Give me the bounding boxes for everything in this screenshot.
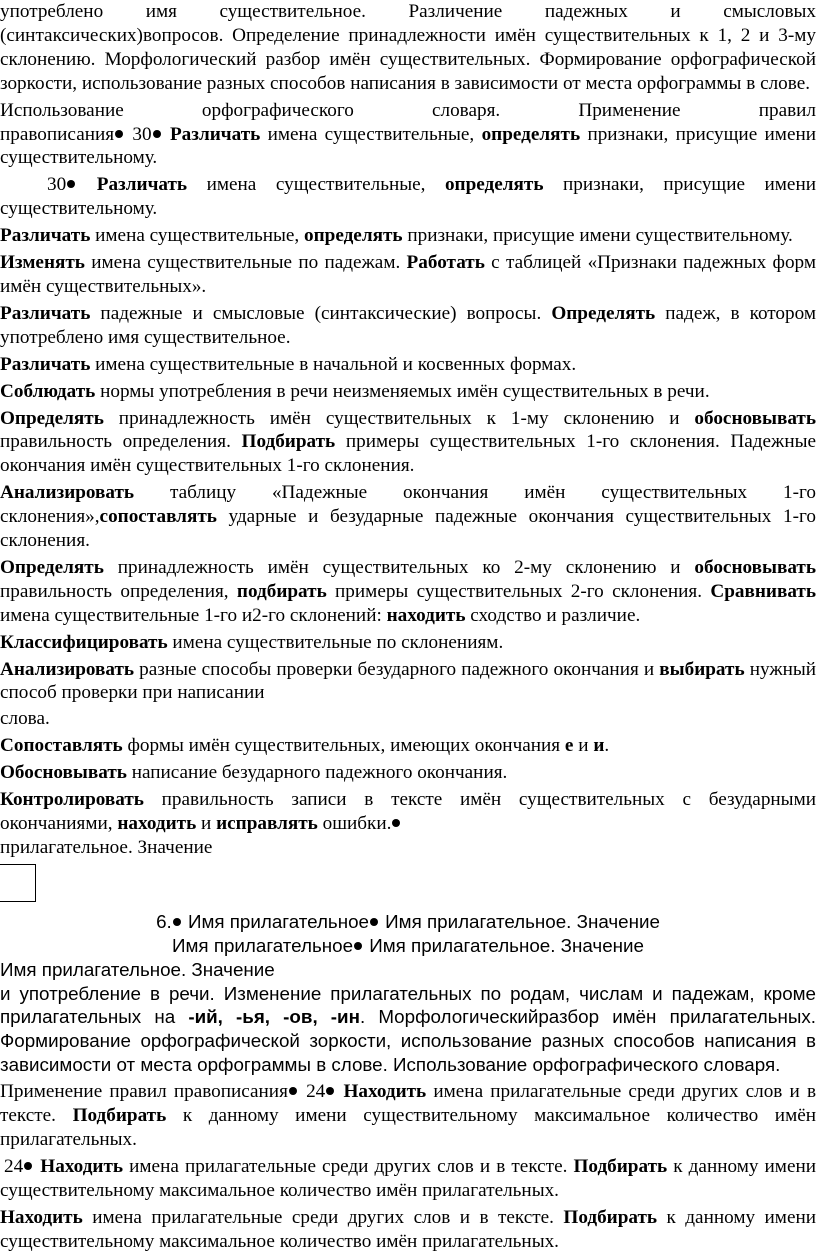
bullet-icon: [370, 918, 378, 926]
bullet-icon: [67, 180, 75, 188]
paragraph-control-spelling: Контролировать правильность записи в тексте имён существительных с безударными окончаниями, находить и исправлять ошибки.: [0, 789, 816, 834]
paragraph-justify-ending: Обосновывать написание безударного падежного окончания.: [0, 762, 508, 784]
paragraph-analyze-table: Анализировать таблицу «Падежные окончания имён существительных 1-го склонения»,сопоставлять ударные и безударные падежные окончания существительных 1-го склонения.: [0, 482, 816, 552]
bullet-icon: [326, 1087, 334, 1095]
paragraph-distinguish-nouns: Различать имена существительные, определять признаки, присущие имени существительному.: [0, 225, 793, 247]
paragraph-classify: Классифицировать имена существительные по склонениям.: [0, 631, 504, 653]
paragraph-distinguish-nouns-indented: 30 Различать имена существительные, определять признаки, присущие имени существительному.: [0, 174, 816, 220]
paragraph-case-questions: Различать падежные и смысловые (синтаксические) вопросы. Определять падеж, в котором употреблено имя существительное.: [0, 302, 816, 348]
subheading-adjective: Имя прилагательное Имя прилагательное. Значение: [172, 934, 644, 956]
paragraph-apply-rules: Применение правил правописания 24 Находить имена прилагательные среди других слов и в тексте. Подбирать к данному имени существительному максимальное количество имён прилагательных.: [0, 1081, 816, 1150]
paragraph-usage-norms: Соблюдать нормы употребления в речи неизменяемых имён существительных в речи.: [0, 380, 710, 402]
paragraph-noun-topics: употреблено имя существительное. Различение падежных и смысловых (синтаксических)вопросов. Определение принадлежности имён существительных к 1, 2 и 3-му склонению. Морфологический разбор имён существительных. Формирование орфографической зоркости, использование разных способов написания в зависимости от места орфограммы в слове.: [0, 1, 816, 94]
bullet-icon: [24, 1162, 32, 1170]
bullet-icon: [392, 819, 400, 827]
paragraph-adjective-title: Имя прилагательное. Значение: [0, 958, 275, 980]
paragraph-find-adjectives-24: 24 Находить имена прилагательные среди других слов и в тексте. Подбирать к данному имени существительному максимальное количество имён прилагательных.: [0, 1155, 816, 1201]
heading-adjective-section: 6. Имя прилагательное Имя прилагательное. Значение: [156, 910, 660, 932]
paragraph-compare-forms: Сопоставлять формы имён существительных, имеющих окончания е и и.: [0, 735, 610, 757]
paragraph-check-methods: Анализировать разные способы проверки безударного падежного окончания и выбирать нужный способ проверки при написании: [0, 658, 816, 704]
paragraph-adjective-usage: и употребление в речи. Изменение прилагательных по родам, числам и падежам, кроме прилагательных на -ий, -ья, -ов, -ин. Морфологическийразбор имён прилагательных. Формирование орфографической зоркости, использование разных способов написания в зависимости от места орфограммы в слове. Использование орфографического словаря.: [0, 982, 816, 1076]
paragraph-change-by-case: Изменять имена существительные по падежам. Работать с таблицей «Признаки падежных форм имён существительных».: [0, 252, 816, 297]
bullet-icon: [289, 1087, 297, 1095]
paragraph-second-declension: Определять принадлежность имён существительных ко 2-му склонению и обосновывать правильность определения, подбирать примеры существительных 2-го склонения. Сравнивать имена существительные 1-го и2-го склонений: находить сходство и различие.: [0, 556, 816, 626]
empty-table-cell: [0, 864, 36, 902]
paragraph-spelling-rules: правописания 30 Различать имена существительные, определять признаки, присущие имени существительному.: [0, 123, 816, 169]
paragraph-initial-forms: Различать имена существительные в начальной и косвенных формах.: [0, 353, 577, 375]
paragraph-dictionary-usage: Использование орфографического словаря. Применение правил: [0, 99, 816, 121]
bullet-icon: [115, 130, 123, 138]
bullet-icon: [153, 130, 161, 138]
paragraph-word: слова.: [0, 708, 50, 730]
bullet-icon: [354, 942, 362, 950]
paragraph-find-adjectives: Находить имена прилагательные среди других слов и в тексте. Подбирать к данному имени существительному максимальное количество имён прилагательных.: [0, 1206, 816, 1252]
paragraph-first-declension: Определять принадлежность имён существительных к 1-му склонению и обосновывать правильность определения. Подбирать примеры существительных 1-го склонения. Падежные окончания имён существительных 1-го склонения.: [0, 407, 816, 477]
bullet-icon: [173, 918, 181, 926]
paragraph-adjective-meaning: прилагательное. Значение: [0, 836, 213, 858]
